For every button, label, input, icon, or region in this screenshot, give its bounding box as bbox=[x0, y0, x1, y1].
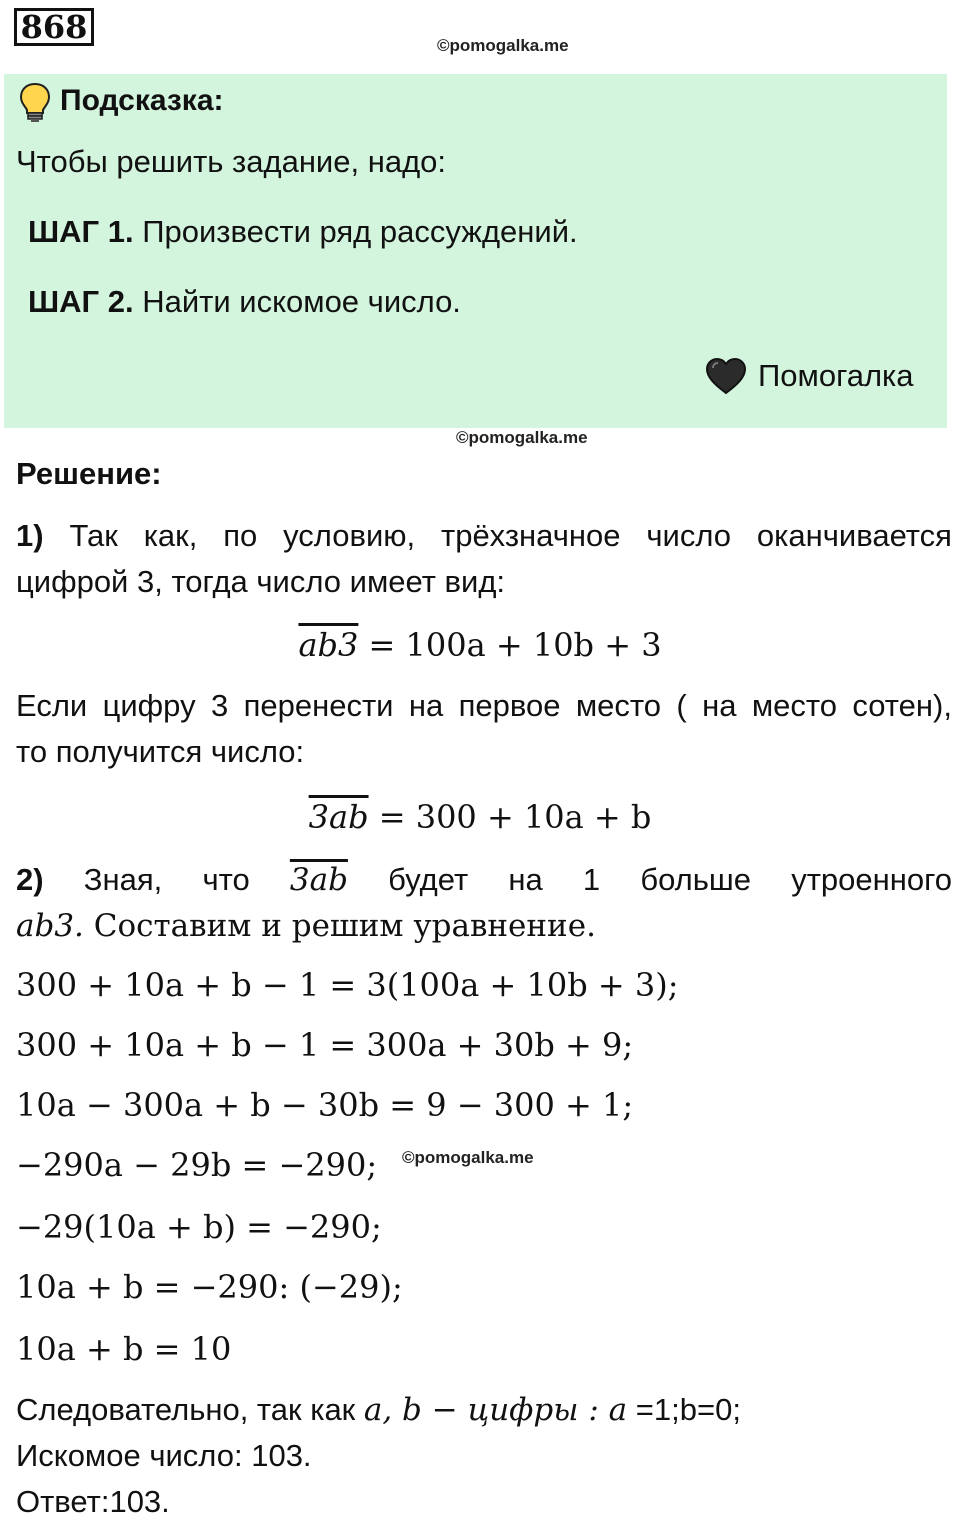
word: 1 bbox=[582, 862, 601, 897]
word: будет bbox=[388, 862, 469, 897]
answer-line: Ответ:103. bbox=[16, 1484, 170, 1519]
conclusion-suffix: =1;b=0; bbox=[627, 1392, 741, 1427]
paragraph-1-line-2: цифрой 3, тогда число имеет вид: bbox=[16, 564, 506, 599]
conclusion-prefix: Следовательно, так как bbox=[16, 1392, 364, 1427]
paragraph-2-line-1 bbox=[16, 688, 952, 724]
word: как, bbox=[143, 518, 198, 553]
word: Зная, bbox=[83, 862, 163, 897]
word: сотен), bbox=[852, 688, 952, 723]
result-line: Искомое число: 103. bbox=[16, 1438, 312, 1473]
step-2-text: Найти искомое число. bbox=[142, 284, 461, 319]
step-2-label: ШАГ 2. bbox=[28, 284, 134, 319]
heart-icon bbox=[704, 356, 748, 396]
brand-label: Помогалка bbox=[758, 358, 914, 393]
paragraph-3-line-2 bbox=[16, 908, 596, 944]
word: на bbox=[702, 688, 737, 723]
word: 3 bbox=[210, 688, 229, 723]
word: на bbox=[508, 862, 543, 897]
item-marker-2: 2) bbox=[16, 862, 44, 897]
word: цифру bbox=[102, 688, 196, 723]
word: Если bbox=[16, 688, 88, 723]
formula-ab3-lhs: ab3 bbox=[298, 626, 359, 664]
paragraph-3-line-1 bbox=[16, 862, 952, 898]
word: условию, bbox=[283, 518, 416, 553]
word: утроенного bbox=[791, 862, 952, 897]
hint-intro: Чтобы решить задание, надо: bbox=[16, 144, 447, 179]
item-marker-1: 1) bbox=[16, 518, 44, 553]
formula-3ab-rhs: = 300 + 10a + b bbox=[368, 798, 652, 836]
formula-ab3 bbox=[0, 626, 960, 664]
conclusion-math: a, b − цифры : a bbox=[363, 1392, 628, 1428]
word: больше bbox=[640, 862, 752, 897]
word: первое bbox=[458, 688, 561, 723]
lightbulb-icon bbox=[18, 82, 52, 124]
equation-5: −29(10a + b) = −290; bbox=[16, 1208, 382, 1246]
formula-3ab-lhs: 3ab bbox=[308, 798, 369, 836]
formula-ab3-rhs: = 100a + 10b + 3 bbox=[358, 626, 662, 664]
word: перенести bbox=[243, 688, 394, 723]
equation-4: −290a − 29b = −290; bbox=[16, 1146, 378, 1184]
word: трёхзначное bbox=[441, 518, 621, 553]
ab3-inline: ab3. bbox=[16, 908, 84, 944]
paragraph-1-line-1 bbox=[16, 518, 952, 554]
word: по bbox=[223, 518, 258, 553]
step-1-label: ШАГ 1. bbox=[28, 214, 134, 249]
word: место bbox=[575, 688, 662, 723]
equation-2: 300 + 10a + b − 1 = 300a + 30b + 9; bbox=[16, 1026, 634, 1064]
word: число bbox=[646, 518, 732, 553]
overlined-3ab: 3ab bbox=[289, 862, 348, 898]
word: на bbox=[408, 688, 444, 723]
hint-title: Подсказка: bbox=[60, 84, 224, 117]
watermark-top: ©pomogalka.me bbox=[437, 36, 569, 55]
word: место bbox=[751, 688, 837, 723]
conclusion bbox=[16, 1392, 741, 1428]
equation-1: 300 + 10a + b − 1 = 3(100a + 10b + 3); bbox=[16, 966, 679, 1004]
hint-step-1 bbox=[28, 214, 578, 250]
hint-step-2 bbox=[28, 284, 461, 320]
paragraph-3-text: Составим и решим уравнение. bbox=[83, 908, 596, 944]
word: Так bbox=[69, 518, 118, 553]
word: оканчивается bbox=[756, 518, 952, 553]
equation-7: 10a + b = 10 bbox=[16, 1330, 232, 1368]
watermark-bottom: ©pomogalka.me bbox=[402, 1148, 534, 1167]
formula-3ab bbox=[0, 798, 960, 836]
task-number: 868 bbox=[14, 8, 94, 46]
paragraph-2-line-2: то получится число: bbox=[16, 734, 305, 769]
equation-6: 10a + b = −290: (−29); bbox=[16, 1268, 403, 1306]
step-1-text: Произвести ряд рассуждений. bbox=[142, 214, 578, 249]
watermark-middle: ©pomogalka.me bbox=[456, 428, 588, 447]
word: что bbox=[202, 862, 250, 897]
solution-heading: Решение: bbox=[16, 456, 162, 491]
equation-3: 10a − 300a + b − 30b = 9 − 300 + 1; bbox=[16, 1086, 634, 1124]
word: ( bbox=[676, 688, 687, 723]
